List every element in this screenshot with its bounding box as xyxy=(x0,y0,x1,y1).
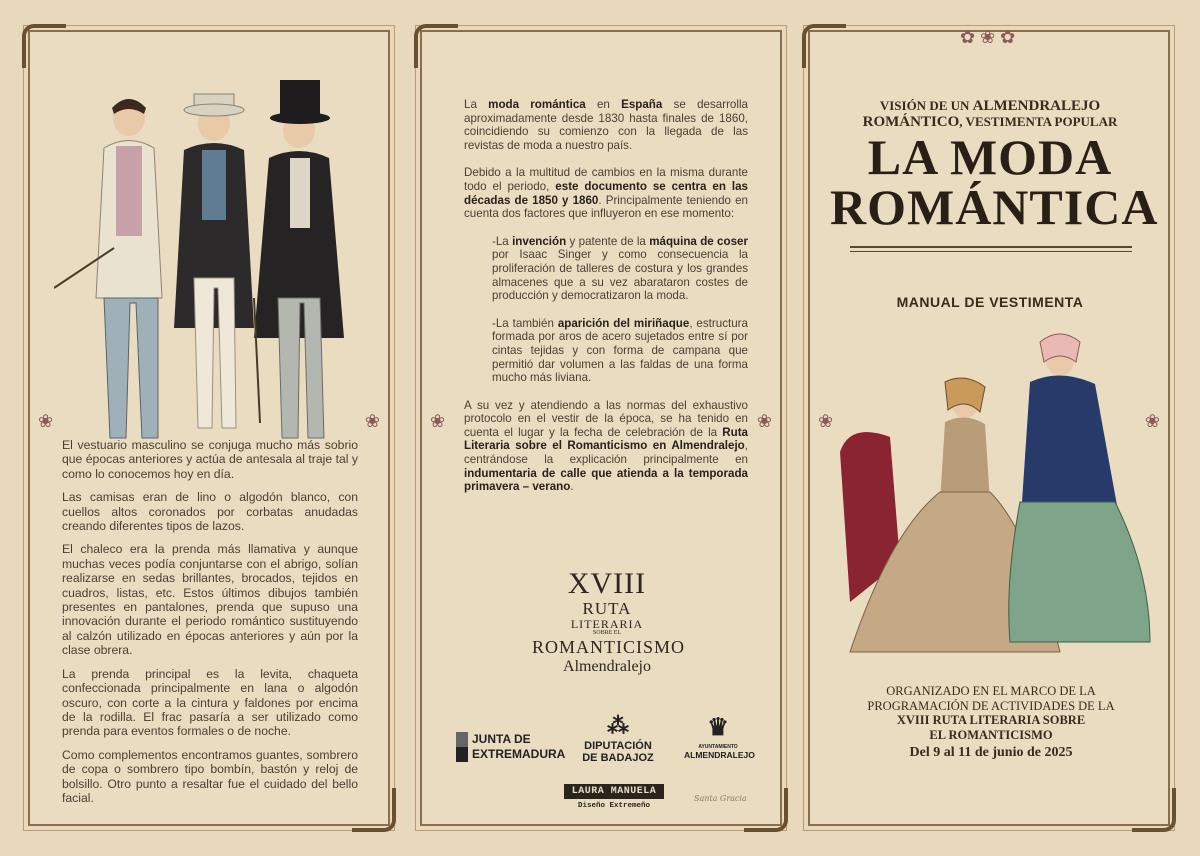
illustration-three-gentlemen xyxy=(54,78,364,458)
ayuntamiento-almendralejo-logo: ♛ AYUNTAMIENTO ALMENDRALEJO xyxy=(684,714,755,760)
paragraph: Como complementos encontramos guantes, sombrero de copa o sombrero tipo bombín, bastón y reloj de bolsillo. Otro punto a resaltar fue el cuidado del bello facial. xyxy=(62,747,358,805)
divider xyxy=(850,246,1132,248)
organizer-info: ORGANIZADO EN EL MARCO DE LA PROGRAMACIÓN DE ACTIVIDADES DE LA XVIII RUTA LITERARIA SOBRE EL ROMANTICISMO Del 9 al 11 de junio de 2025 xyxy=(838,684,1144,761)
sponsor-logos xyxy=(456,712,756,772)
paragraph: La moda romántica en España se desarrolla aproximadamente desde 1830 hasta finales de 1860, coincidiendo su comienzo con la llegada de las revistas de moda a nuestro país. xyxy=(464,98,748,152)
flower-ornament-icon: ❀ xyxy=(818,411,834,431)
ruta-literaria-logo: XVIII RUTA LITERARIA SOBRE EL ROMANTICISMO Almendralejo xyxy=(532,567,686,675)
flower-ornament-icon: ❀ xyxy=(1144,411,1160,431)
paragraph: El vestuario masculino se conjuga mucho más sobrio que épocas anteriores y actúa de antesala al traje tal y como lo conocemos hoy en día. xyxy=(62,438,358,481)
divider xyxy=(850,251,1132,252)
crown-dots-icon: ⁂ xyxy=(607,713,629,738)
paragraph: Debido a la multitud de cambios en la misma durante todo el periodo, este documento se centra en las décadas de 1850 y 1860. Principalmente teniendo en cuenta dos factores que influyeron en ese momento: xyxy=(464,166,748,221)
illustration-two-ladies xyxy=(830,302,1160,662)
junta-flag-icon xyxy=(456,732,468,762)
coat-of-arms-icon: ♛ xyxy=(707,714,729,741)
paragraph: -La también aparición del miriñaque, estructura formada por aros de acero sujetados entre sí por cintas tejidas y con forma de campana que permitió dar volumen a las faldas de una forma mucho más liviana. xyxy=(492,316,748,385)
flower-ornament-icon: ❀ xyxy=(430,411,446,431)
diputacion-badajoz-logo: ⁂ DIPUTACIÓN DE BADAJOZ xyxy=(572,712,664,764)
cover-kicker: VISIÓN DE UN ALMENDRALEJO ROMÁNTICO, VESTIMENTA POPULAR xyxy=(862,98,1118,130)
cover-title: LA MODA ROMÁNTICA xyxy=(830,129,1159,235)
flower-ornament-icon: ❀ xyxy=(756,411,772,431)
paragraph: A su vez y atendiendo a las normas del exhaustivo protocolo en el vestir de la época, se ha tenido en cuenta el lugar y la fecha de celebración de la Ruta Literaria sobre el Romanticismo en Almendralejo, centrándose la explicación principalmente en indumentaria de calle que atienda a la temporada primavera – verano. xyxy=(464,398,748,494)
cover-subtitle: MANUAL DE VESTIMENTA xyxy=(896,294,1084,310)
panel-left xyxy=(28,30,390,826)
event-date: Del 9 al 11 de junio de 2025 xyxy=(909,745,1073,760)
paragraph: Las camisas eran de lino o algodón blanco, con cuellos altos coronados por corbatas anudadas creando diferentes tipos de lazos. xyxy=(62,490,358,534)
paragraph: -La invención y patente de la máquina de coser por Isaac Singer y como consecuencia la proliferación de talleres de costura y los grandes almacenes que a su vez abarataron costes de producción y democratizaron la moda. xyxy=(492,234,748,303)
menswear-description xyxy=(62,438,358,814)
paragraph: La prenda principal es la levita, chaqueta confeccionada principalmente en lana o algodón oscuro, con corte a la cintura y faldones por encima de la rodilla. El frac pasaría a ser utilizado como prenda para eventos formales o de noche. xyxy=(62,666,358,739)
flower-ornament-icon: ✿ ❀ ✿ xyxy=(960,27,1016,47)
junta-extremadura-logo: JUNTA DE EXTREMADURA xyxy=(456,732,564,762)
illustrator-signature: Santa Gracia xyxy=(694,794,747,803)
flower-ornament-icon: ❀ xyxy=(38,411,54,431)
panel-center xyxy=(420,30,782,826)
intro-text xyxy=(464,98,748,508)
designer-credit: LAURA MANUELA Diseño Extremeño xyxy=(564,784,664,810)
panel-cover xyxy=(808,27,1170,826)
paragraph: El chaleco era la prenda más llamativa y aunque muchas veces podía conjuntarse con el abrigo, solían realizarse en sedas brillantes, brocados, tejidos en cuadros, listas, etc. Estos últimos dibujos también presentes en pantalones, prenda que supuso una innovación durante el periodo romántico sustituyendo al calzón utilizado en épocas anteriores y aún por la clase obrera. xyxy=(62,542,358,658)
flower-ornament-icon: ❀ xyxy=(364,411,380,431)
